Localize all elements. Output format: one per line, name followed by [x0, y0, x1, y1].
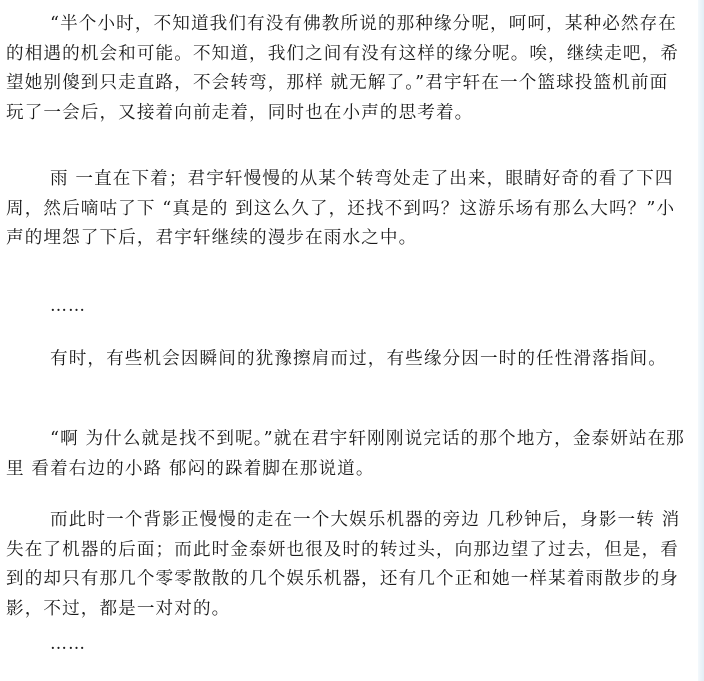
paragraph-3: 有时，有些机会因瞬间的犹豫擦肩而过，有些缘分因一时的任性滑落指间。 — [50, 349, 667, 369]
page-edge-shadow — [698, 0, 704, 681]
ellipsis-separator-2: …… — [50, 634, 86, 654]
paragraph-1: “半个小时，不知道我们有没有佛教所说的那种缘分呢，呵呵，某种必然存在的相遇的机会和可能。不知道，我们之间有没有这样的缘分呢。唉，继续走吧，希望她别傻到只走直路，不会转弯，那样 就无解了。”君宇轩在一个篮球投篮机前面玩了一会后，又接着向前走着，同时也在小声的思考着。 — [6, 14, 679, 123]
paragraph-2: 雨 一直在下着；君宇轩慢慢的从某个转弯处走了出来，眼睛好奇的看了下四周，然后嘀咕了下 “真是的 到这么久了，还找不到吗？这游乐场有那么大吗？”小声的埋怨了下后，君宇轩继续的漫步在雨水之中。 — [6, 169, 676, 248]
paragraph-4: “啊 为什么就是找不到呢。”就在君宇轩刚刚说完话的那个地方，金泰妍站在那里 看着右边的小路 郁闷的跺着脚在那说道。 — [6, 429, 685, 479]
paragraph-5: 而此时一个背影正慢慢的走在一个大娱乐机器的旁边 几秒钟后，身影一转 消失在了机器的后面；而此时金泰妍也很及时的转过头，向那边望了过去，但是，看到的却只有那几个零零散散的几个娱乐机器，还有几个正和她一样某着雨散步的身影，不过，都是一对对的。 — [6, 510, 681, 619]
ellipsis-separator-1: …… — [50, 296, 86, 316]
